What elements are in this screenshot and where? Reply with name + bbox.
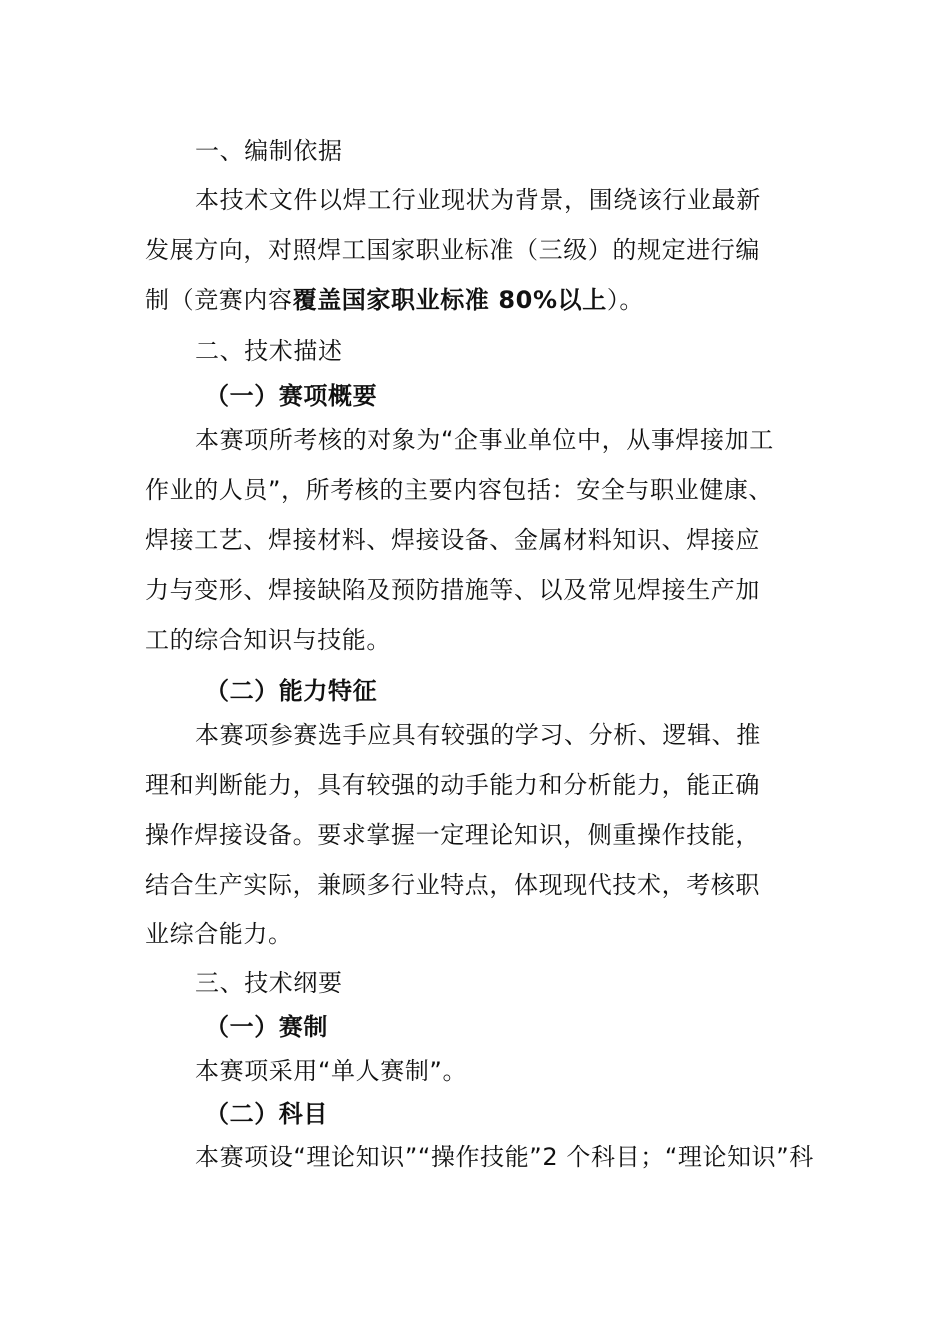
section-2-heading: 二、技术描述: [195, 337, 343, 365]
section-2-sub2-paragraph-line: 本赛项参赛选手应具有较强的学习、分析、逻辑、推: [195, 721, 761, 749]
section-1-last-prefix: 制（竞赛内容: [145, 286, 293, 314]
section-3-subheading-1: （一）赛制: [205, 1013, 328, 1041]
section-2-sub2-paragraph-line: 理和判断能力，具有较强的动手能力和分析能力，能正确: [145, 771, 760, 799]
section-2-subheading-1: （一）赛项概要: [205, 382, 378, 410]
section-1-bold-emphasis: 覆盖国家职业标准 80%以上: [292, 286, 607, 314]
section-2-sub2-paragraph-line: 操作焊接设备。要求掌握一定理论知识，侧重操作技能，: [145, 821, 760, 849]
section-2-sub1-paragraph-line: 力与变形、焊接缺陷及预防措施等、以及常见焊接生产加: [145, 576, 760, 604]
section-2-sub1-paragraph-line: 工的综合知识与技能。: [145, 626, 391, 654]
section-2-sub1-paragraph-line: 本赛项所考核的对象为“企事业单位中，从事焊接加工: [195, 426, 774, 454]
section-1-heading: 一、编制依据: [195, 137, 343, 165]
section-2-subheading-2: （二）能力特征: [205, 677, 378, 705]
section-1-paragraph-last-line: [145, 284, 644, 316]
section-2-sub2-paragraph-line: 结合生产实际，兼顾多行业特点，体现现代技术，考核职: [145, 871, 760, 899]
section-2-sub2-paragraph-line: 业综合能力。: [145, 920, 293, 948]
section-3-sub1-paragraph: 本赛项采用“单人赛制”。: [195, 1057, 468, 1085]
section-2-sub1-paragraph-line: 焊接工艺、焊接材料、焊接设备、金属材料知识、焊接应: [145, 526, 760, 554]
section-3-heading: 三、技术纲要: [195, 969, 343, 997]
section-1-paragraph-line: 本技术文件以焊工行业现状为背景，围绕该行业最新: [195, 186, 761, 214]
section-3-sub2-paragraph: 本赛项设“理论知识”“操作技能”2 个科目；“理论知识”科: [195, 1143, 814, 1171]
section-3-subheading-2: （二）科目: [205, 1100, 328, 1128]
section-1-last-suffix: ）。: [606, 286, 645, 314]
section-1-paragraph-line: 发展方向，对照焊工国家职业标准（三级）的规定进行编: [145, 236, 760, 264]
section-2-sub1-paragraph-line: 作业的人员”，所考核的主要内容包括：安全与职业健康、: [145, 476, 774, 504]
